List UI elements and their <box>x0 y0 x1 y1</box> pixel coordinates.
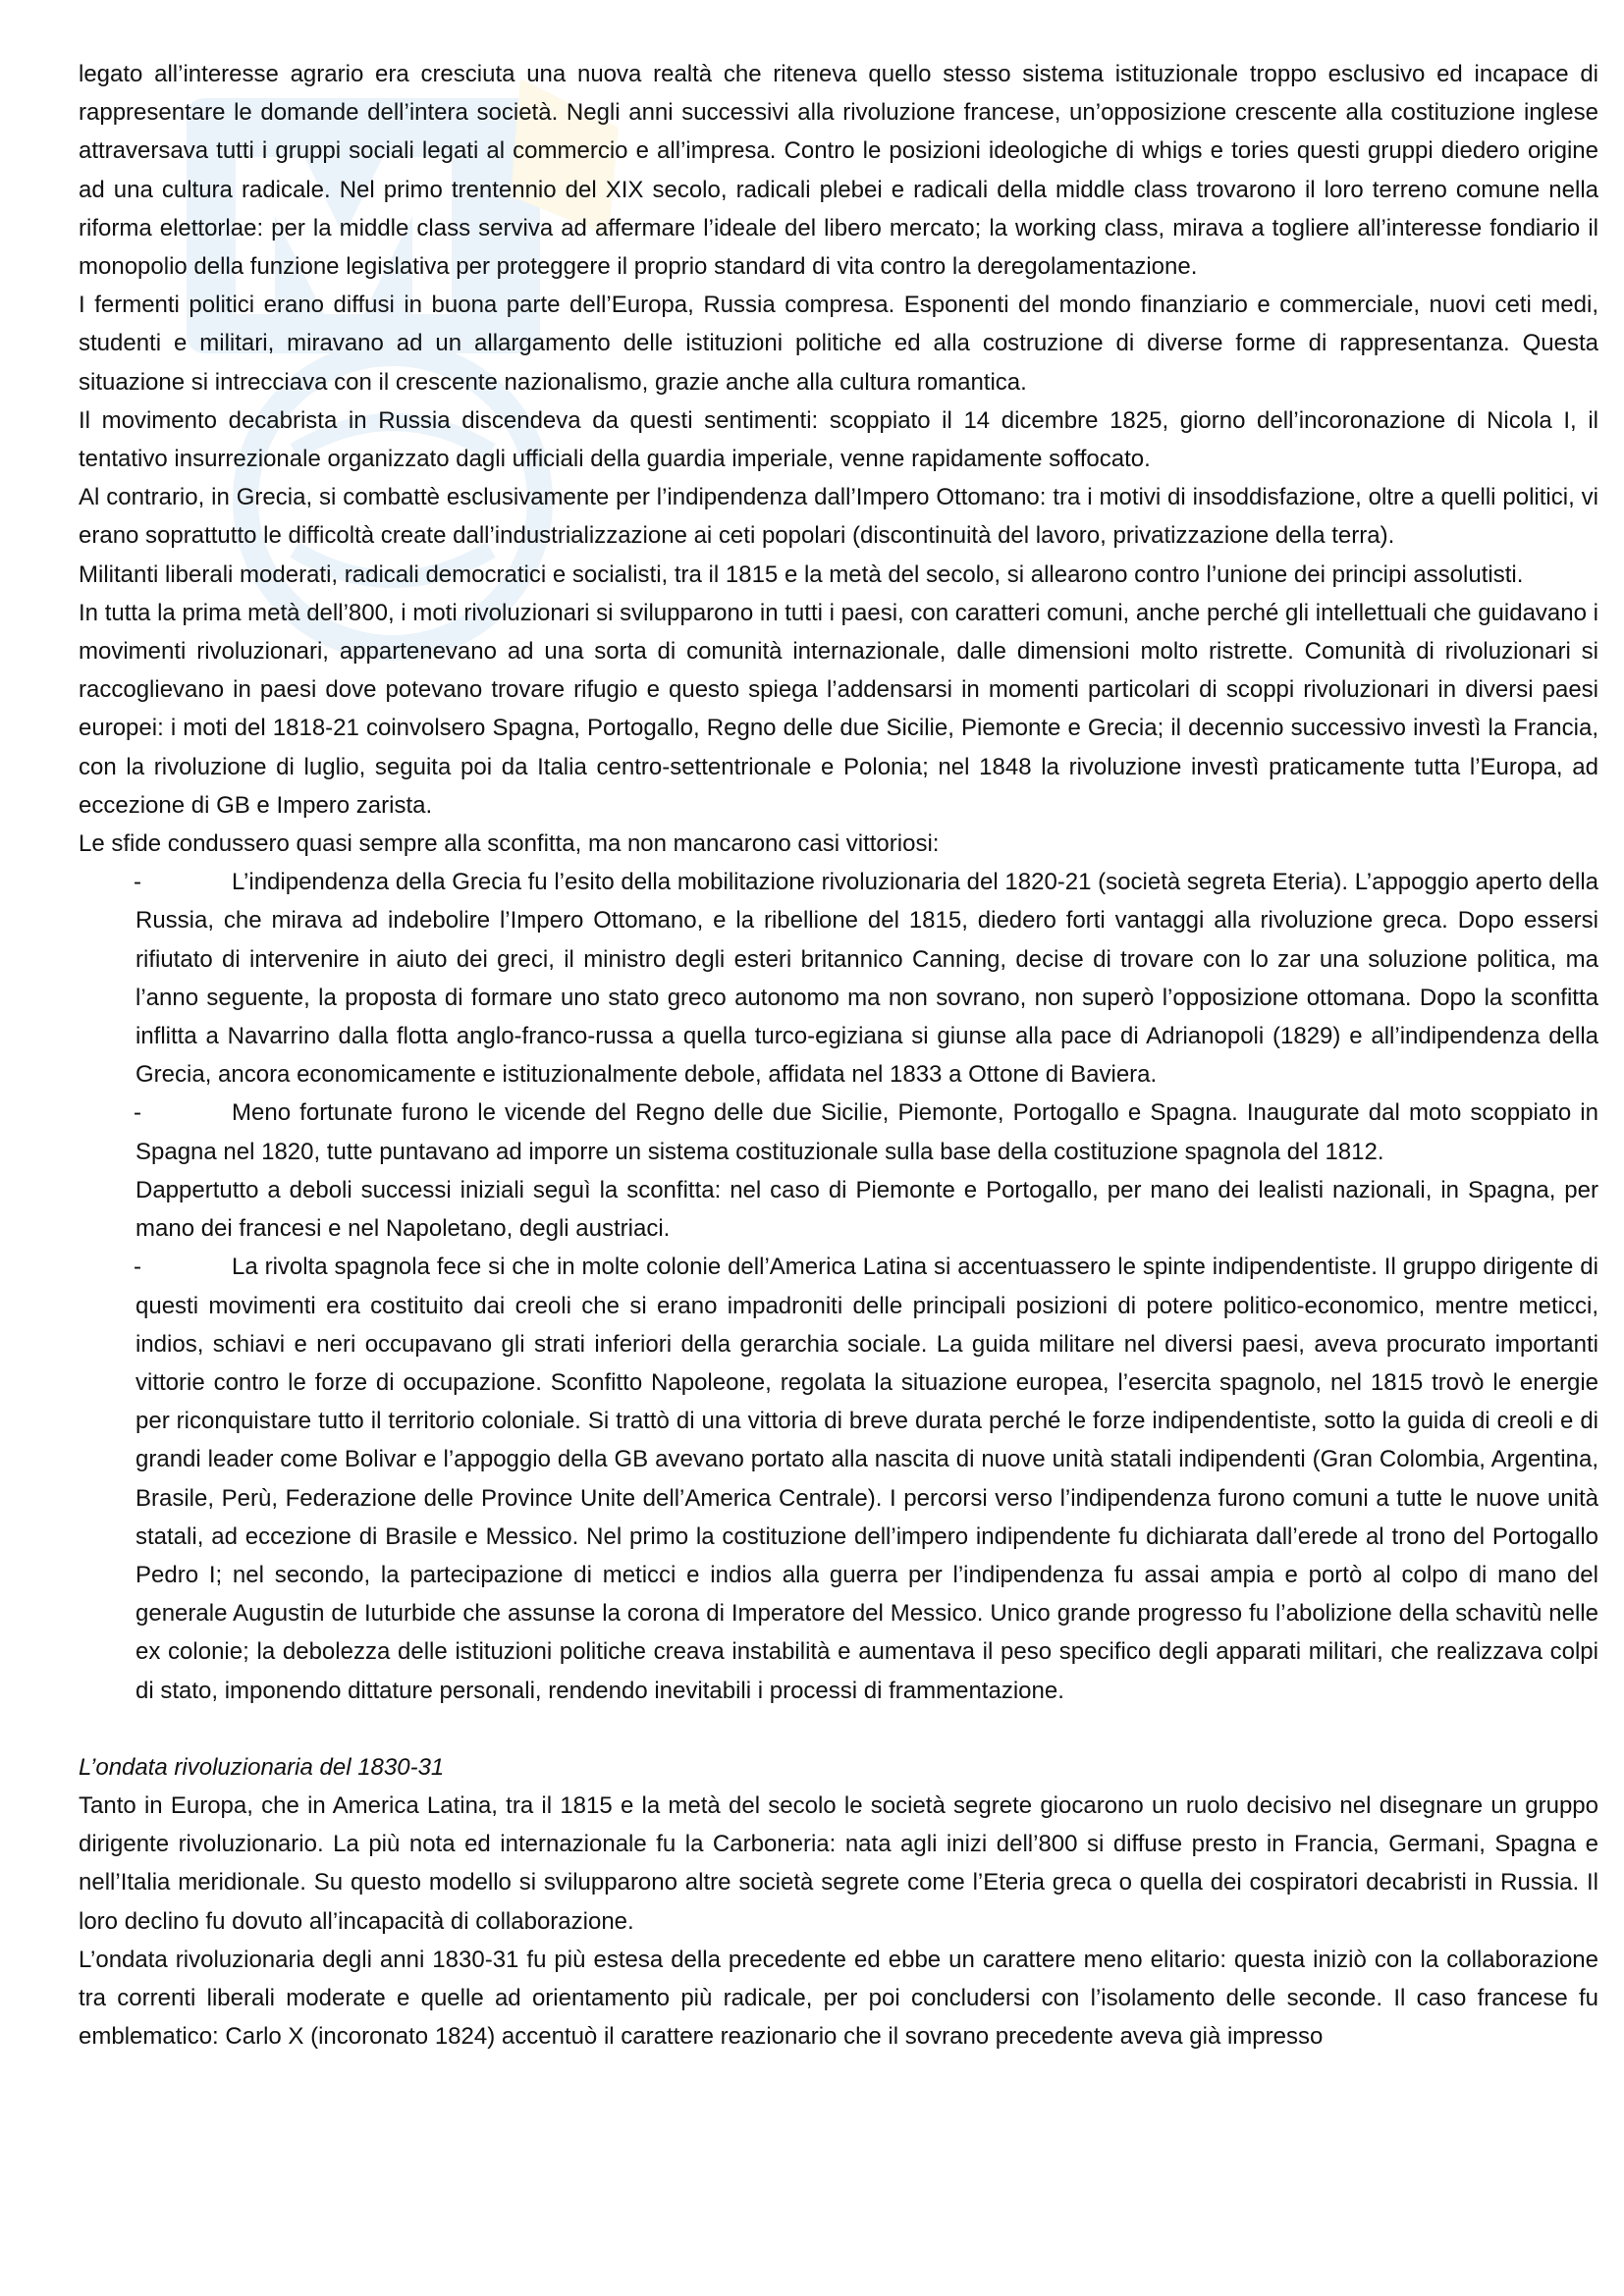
paragraph: I fermenti politici erano diffusi in buona parte dell’Europa, Russia compresa. Esponenti del mondo finanziario e commerciale, nuovi ceti medi, studenti e militari, miravano ad un allargamento delle istituzioni politiche ed alla costruzione di diverse forme di rappresentanza. Questa situazione si intrecciava con il crescente nazionalismo, grazie anche alla cultura romantica. <box>79 292 1598 396</box>
list-dash: - <box>134 1254 141 1281</box>
document-body <box>79 55 1598 2056</box>
list-item-text: La rivolta spagnola fece si che in molte colonie dell’America Latina si accentuassero le spinte indipendentiste. Il gruppo dirigente di questi movimenti era costituito dai creoli che si erano impadroniti delle principali posizioni di potere politico-economico, mentre meticci, indios, schiavi e neri occupavano gli strati inferiori della gerarchia sociale. La guida militare nel diversi paesi, aveva procurato importanti vittorie contro le forze di occupazione. Sconfitto Napoleone, regolata la situazione europea, l’esercita spagnolo, nel 1815 trovò le energie per riconquistare tutto il territorio coloniale. Si trattò di una vittoria di breve durata perché le forze indipendentiste, sotto la guida di creoli e di grandi leader come Bolivar e l’appoggio della GB avevano portato alla nascita di nuove unità statali indipendenti (Gran Colombia, Argentina, Brasile, Perù, Federazione delle Province Unite dell’America Centrale). I percorsi verso l’indipendenza furono comuni a tutte le nuove unità statali, ad eccezione di Brasile e Messico. Nel primo la costituzione dell’impero indipendente fu dichiarata dall’erede al trono del Portogallo Pedro I; nel secondo, la partecipazione di meticci e indios alla guerra per l’indipendenza fu assai ampia e portò al colpo di mano del generale Augustin de Iuturbide che assunse la corona di Imperatore del Messico. Unico grande progresso fu l’abolizione della schavitù nelle ex colonie; la debolezza delle istituzioni politiche creava instabilità e aumentava il peso specifico degli apparati militari, che realizzava colpi di stato, imponendo dittature personali, rendendo inevitabili i processi di frammentazione. <box>135 1254 1598 1704</box>
list-dash: - <box>134 869 141 896</box>
list-item <box>135 1094 1598 1170</box>
dash-list <box>79 863 1598 1171</box>
list-dash: - <box>134 1099 141 1127</box>
paragraph: legato all’interesse agrario era cresciuta una nuova realtà che riteneva quello stesso sistema istituzionale troppo esclusivo ed incapace di rappresentare le domande dell’intera società. Negli anni successivi alla rivoluzione francese, un’opposizione crescente alla costituzione inglese attraversava tutti i gruppi sociali legati al commercio e all’impresa. Contro le posizioni ideologiche di whigs e tories questi gruppi diedero origine ad una cultura radicale. Nel primo trentennio del XIX secolo, radicali plebei e radicali della middle class trovarono il loro terreno comune nella riforma elettorlae: per la middle class serviva ad affermare l’ideale del libero mercato; la working class, mirava a togliere all’interesse fondiario il monopolio della funzione legislativa per proteggere il proprio standard di vita contro la deregolamentazione. <box>79 61 1598 281</box>
paragraph: Tanto in Europa, che in America Latina, tra il 1815 e la metà del secolo le società segrete giocarono un ruolo decisivo nel disegnare un gruppo dirigente rivoluzionario. La più nota ed internazionale fu la Carboneria: nata agli inizi dell’800 si diffuse presto in Francia, Germani, Spagna e nell’Italia meridionale. Su questo modello si svilupparono altre società segrete come l’Eteria greca o quella dei cospiratori decabristi in Russia. Il loro declino fu dovuto all’incapacità di collaborazione. <box>79 1791 1598 1935</box>
indented-paragraph: Dappertutto a deboli successi iniziali seguì la sconfitta: nel caso di Piemonte e Portogallo, per mano dei lealisti nazionali, in Spagna, per mano dei francesi e nel Napoletano, degli austriaci. <box>135 1176 1598 1243</box>
paragraph: L’ondata rivoluzionaria degli anni 1830-31 fu più estesa della precedente ed ebbe un carattere meno elitario: questa iniziò con la collaborazione tra correnti liberali moderate e quelle ad orientamento più radicale, per poi concludersi con l’isolamento delle seconde. Il caso francese fu emblematico: Carlo X (incoronato 1824) accentuò il carattere reazionario che il sovrano precedente aveva già impresso <box>79 1946 1598 2051</box>
list-item <box>135 863 1598 1094</box>
section-heading: L’ondata rivoluzionaria del 1830-31 <box>79 1753 445 1781</box>
paragraph: In tutta la prima metà dell’800, i moti rivoluzionari si svilupparono in tutti i paesi, con caratteri comuni, anche perché gli intellettuali che guidavano i movimenti rivoluzionari, appartenevano ad una sorta di comunità internazionale, dalle dimensioni molto ristrette. Comunità di rivoluzionari si raccoglievano in paesi dove potevano trovare rifugio e questo spiega l’addensarsi in momenti particolari di scoppi rivoluzionari in diversi paesi europei: i moti del 1818-21 coinvolsero Spagna, Portogallo, Regno delle due Sicilie, Piemonte e Grecia; il decennio successivo investì la Francia, con la rivoluzione di luglio, seguita poi da Italia centro-settentrionale e Polonia; nel 1848 la rivoluzione investì praticamente tutta l’Europa, ad eccezione di GB e Impero zarista. <box>79 599 1598 819</box>
list-item-text: L’indipendenza della Grecia fu l’esito della mobilitazione rivoluzionaria del 1820-21 (società segreta Eteria). L’appoggio aperto della Russia, che mirava ad indebolire l’Impero Ottomano, e la ribellione del 1815, diedero forti vantaggi alla rivoluzione greca. Dopo essersi rifiutato di intervenire in aiuto dei greci, il ministro degli esteri britannico Canning, decise di trovare con lo zar una soluzione politica, ma l’anno seguente, la proposta di formare uno stato greco autonomo ma non sovrano, non superò l’opposizione ottomana. Dopo la sconfitta inflitta a Navarrino dalla flotta anglo-franco-russa a quella turco-egiziana si giunse alla pace di Adrianopoli (1829) e all’indipendenza della Grecia, ancora economicamente e istituzionalmente debole, affidata nel 1833 a Ottone di Baviera. <box>135 869 1598 1089</box>
paragraph: Il movimento decabrista in Russia discendeva da questi sentimenti: scoppiato il 14 dicembre 1825, giorno dell’incoronazione di Nicola I, il tentativo insurrezionale organizzato dagli ufficiali della guardia imperiale, venne rapidamente soffocato. <box>79 406 1598 473</box>
paragraph: Al contrario, in Grecia, si combattè esclusivamente per l’indipendenza dall’Impero Ottomano: tra i motivi di insoddisfazione, oltre a quelli politici, vi erano soprattutto le difficoltà create dall’industrializzazione ai ceti popolari (discontinuità del lavoro, privatizzazione della terra). <box>79 484 1598 550</box>
paragraph: Le sfide condussero quasi sempre alla sconfitta, ma non mancarono casi vittoriosi: <box>79 830 940 858</box>
list-item <box>135 1248 1598 1709</box>
list-item-text: Meno fortunate furono le vicende del Regno delle due Sicilie, Piemonte, Portogallo e Spagna. Inaugurate dal moto scoppiato in Spagna nel 1820, tutte puntavano ad imporre un sistema costituzionale sulla base della costituzione spagnola del 1812. <box>135 1099 1598 1165</box>
paragraph: Militanti liberali moderati, radicali democratici e socialisti, tra il 1815 e la metà del secolo, si allearono contro l’unione dei principi assolutisti. <box>79 561 1524 588</box>
dash-list <box>79 1248 1598 1709</box>
